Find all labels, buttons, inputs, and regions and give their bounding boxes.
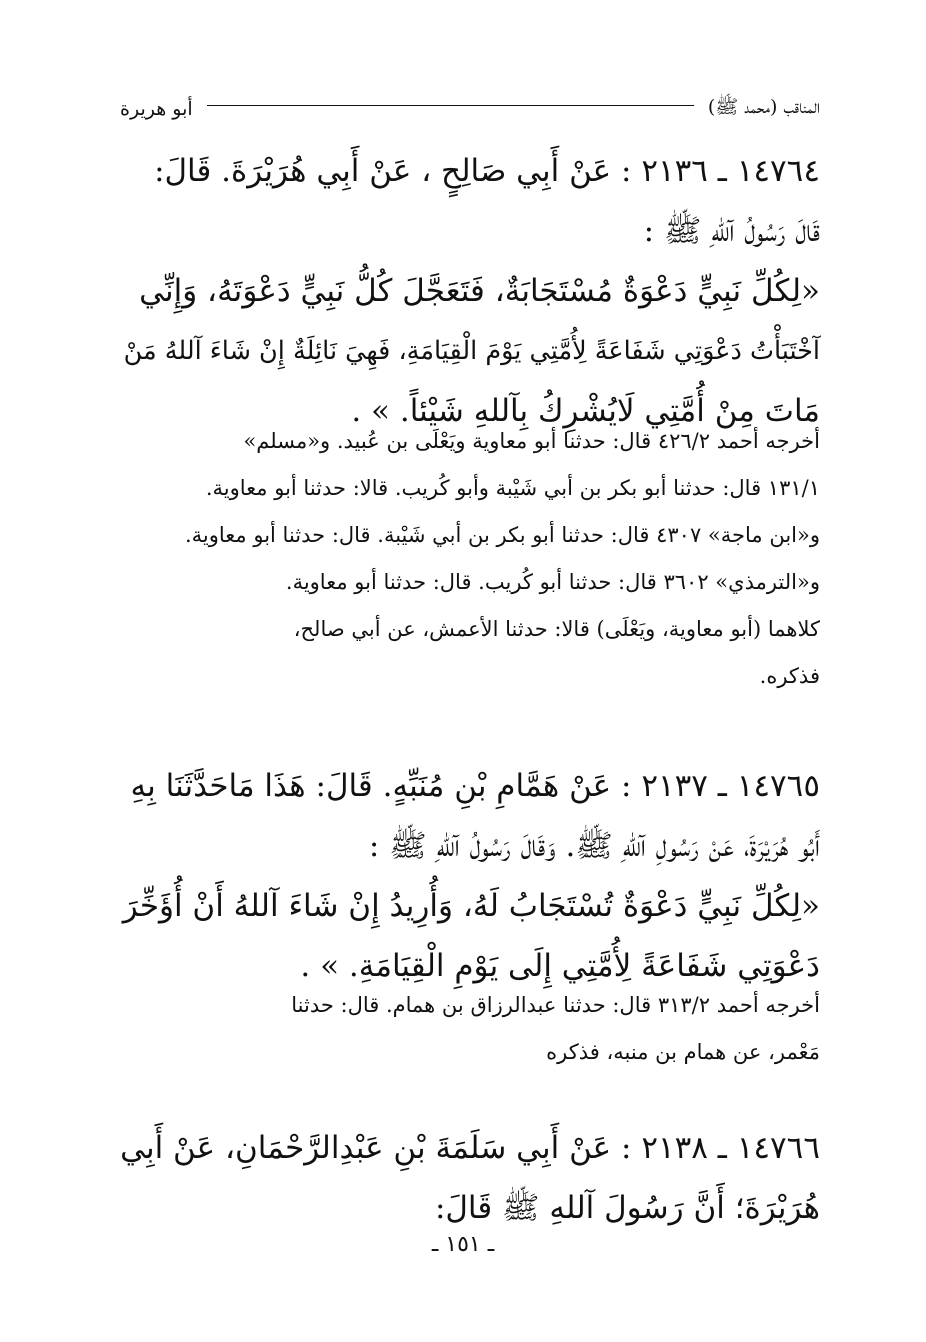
takhrij-14764 (120, 418, 820, 700)
hadith-line: ١٤٧٦٥ ـ ٢١٣٧ : عَنْ هَمَّامِ بْنِ مُنَبِّهٍ. قَالَ: هَذَا مَاحَدَّثَنَا بِهِ (130, 768, 820, 804)
page-number: ـ ١٥١ ـ (431, 1232, 495, 1257)
hadith-14764 (120, 141, 820, 441)
takhrij-14765 (120, 982, 820, 1076)
note-line: مَعْمر، عن همام بن منبه، فذكره (546, 1040, 820, 1064)
hadith-line: آخْتَبَأْتُ دَعْوَتِي شَفَاعَةً لِأُمَّتِي يَوْمَ الْقِيَامَةِ، فَهِيَ نَائِلَةٌ إِنْ شَاءَ آللهُ مَنْ (123, 336, 820, 366)
hadith-line: ١٤٧٦٦ ـ ٢١٣٨ : عَنْ أَبِي سَلَمَةَ بْنِ عَبْدِالرَّحْمَانِ، عَنْ أَبِي (120, 1130, 820, 1166)
note-line: و«الترمذي» ٣٦٠٢ قال: حدثنا أبو كُريب. قال: حدثنا أبو معاوية. (285, 570, 820, 594)
header-rule (207, 105, 694, 106)
note-line: أخرجه أحمد ٤٢٦/٢ قال: حدثنا أبو معاوية ويَعْلَى بن عُبيد. و«مسلم» (243, 429, 820, 453)
note-line: و«ابن ماجة» ٤٣٠٧ قال: حدثنا أبو بكر بن أبي شَيْبة. قال: حدثنا أبو معاوية. (184, 523, 820, 547)
header-chapter-title: المناقب (محمد ﷺ) (707, 96, 820, 118)
note-line: أخرجه أحمد ٣١٣/٢ قال: حدثنا عبدالرزاق بن همام. قال: حدثنا (291, 993, 820, 1017)
hadith-line: «لِكُلِّ نَبِيٍّ دَعْوَةٌ مُسْتَجَابَةٌ، فَتَعَجَّلَ كُلُّ نَبِيٍّ دَعْوَتَهُ، وَإِنِّي (139, 273, 820, 309)
note-line: كلاهما (أبو معاوية، ويَعْلَى) قالا: حدثنا الأعمش، عن أبي صالح، (293, 617, 820, 641)
hadith-line: «لِكُلِّ نَبِيٍّ دَعْوَةٌ تُسْتَجَابُ لَهُ، وَأُرِيدُ إِنْ شَاءَ آللهُ أَنْ أُؤَخِّرَ (122, 888, 820, 924)
hadith-line: ١٤٧٦٤ ـ ٢١٣٦ : عَنْ أَبِي صَالِحٍ ، عَنْ أَبِي هُرَيْرَةَ. قَالَ: (154, 153, 820, 189)
hadith-14766 (120, 1118, 820, 1238)
hadith-line: مَاتَ مِنْ أُمَّتِي لَايُشْرِكُ بِآللهِ شَيْئاً. » . (351, 393, 820, 429)
note-line: فذكره. (759, 664, 820, 688)
hadith-14765 (120, 756, 820, 996)
hadith-line: قَالَ رَسُولُ آللهِ ﷺ : (643, 213, 820, 249)
hadith-line: دَعْوَتِي شَفَاعَةً لِأُمَّتِي إِلَى يَوْمِ الْقِيَامَةِ. » . (300, 948, 820, 984)
hadith-line: هُرَيْرَةَ؛ أَنَّ رَسُولَ آللهِ ﷺ قَالَ: (434, 1190, 820, 1226)
running-header (120, 92, 820, 126)
header-section-title: أبو هريرة (120, 98, 193, 120)
note-line: ١٣١/١ قال: حدثنا أبو بكر بن أبي شَيْبة وأبو كُريب. قالا: حدثنا أبو معاوية. (205, 476, 820, 500)
hadith-line: أَبُو هُرَيْرَةَ، عَنْ رَسُولِ آللهِ ﷺ. وَقَالَ رَسُولُ آللهِ ﷺ : (368, 828, 820, 864)
